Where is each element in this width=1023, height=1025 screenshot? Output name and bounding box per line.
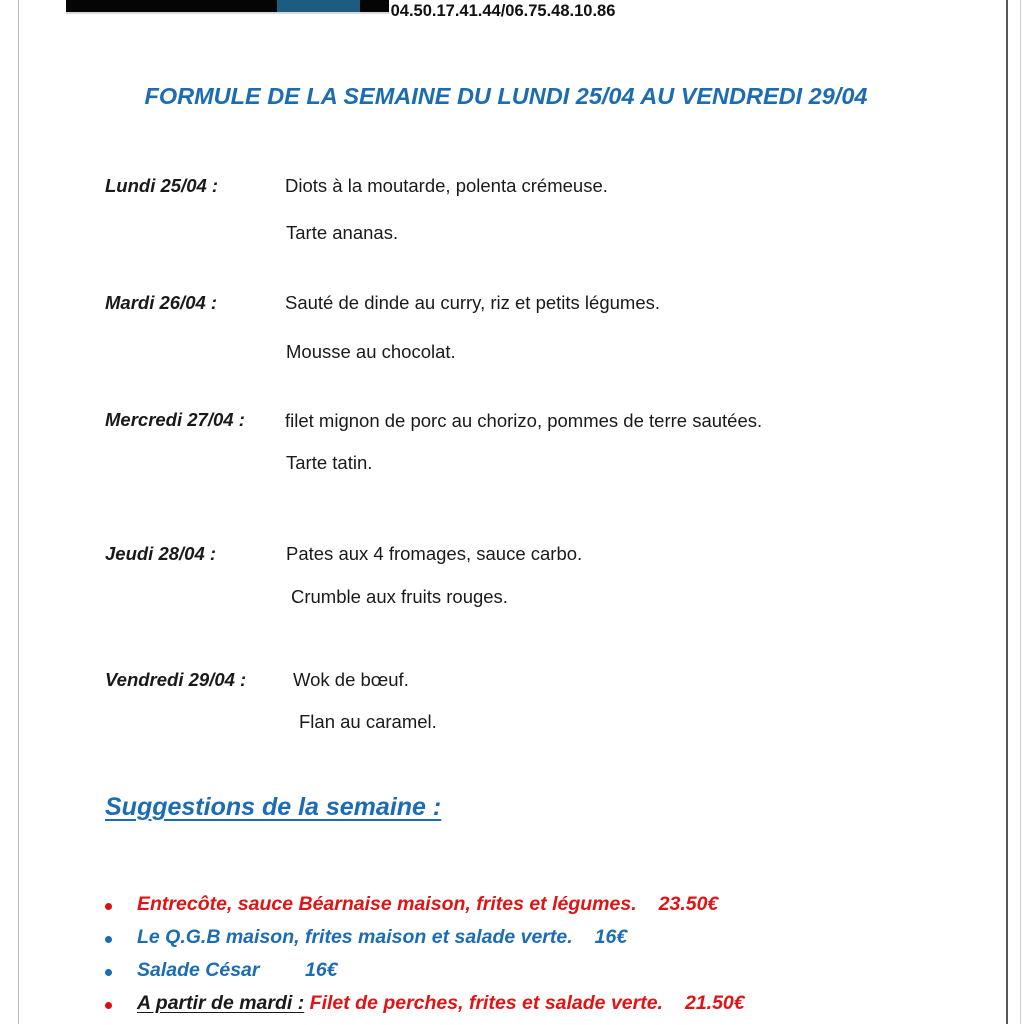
day-main-mardi: Sauté de dinde au curry, riz et petits légumes.	[285, 292, 660, 313]
day-label-jeudi: Jeudi 28/04 :	[105, 543, 217, 564]
day-label-mardi: Mardi 26/04 :	[105, 292, 218, 313]
bullet-icon	[105, 969, 112, 976]
suggestion-item-qgb	[0, 926, 1006, 959]
suggestion-item-entrecote	[0, 893, 1006, 926]
suggestion-availability-prefix: A partir de mardi :	[137, 992, 305, 1014]
bullet-icon	[105, 903, 112, 910]
page-outer-edge-rule	[1020, 0, 1021, 1024]
suggestion-price: 16€	[594, 926, 628, 948]
suggestion-label: Entrecôte, sauce Béarnaise maison, frites et légumes.	[137, 893, 637, 915]
suggestion-item-filet-de-perches	[0, 992, 1006, 1025]
suggestions-list	[0, 893, 1006, 1025]
day-dessert-lundi: Tarte ananas.	[286, 222, 399, 243]
day-dessert-mardi: Mousse au chocolat.	[286, 341, 456, 362]
suggestion-label: Salade César	[137, 959, 260, 981]
suggestion-text	[137, 992, 745, 1015]
day-label-lundi: Lundi 25/04 :	[105, 175, 219, 196]
suggestion-text	[137, 959, 338, 982]
header-phone-number: 04.50.17.41.44/06.75.48.10.86	[390, 2, 616, 20]
page-right-edge-rule	[1006, 0, 1008, 1024]
day-main-jeudi: Pates aux 4 fromages, sauce carbo.	[286, 543, 583, 564]
suggestion-label: Le Q.G.B maison, frites maison et salade verte.	[137, 926, 573, 948]
bullet-icon	[105, 936, 112, 943]
suggestion-price: 21.50€	[684, 992, 745, 1014]
suggestion-price: 16€	[305, 959, 338, 981]
day-label-vendredi: Vendredi 29/04 :	[105, 669, 247, 690]
suggestion-text	[137, 926, 627, 949]
suggestion-label: Filet de perches, frites et salade verte.	[309, 992, 663, 1014]
suggestion-item-salade-cesar	[0, 959, 1006, 992]
suggestion-text	[137, 893, 718, 916]
day-dessert-vendredi: Flan au caramel.	[299, 711, 437, 732]
suggestions-heading: Suggestions de la semaine :	[105, 793, 442, 821]
day-main-mercredi: filet mignon de porc au chorizo, pommes de terre sautées.	[285, 410, 763, 431]
day-label-mercredi: Mercredi 27/04 :	[105, 409, 245, 430]
day-main-vendredi: Wok de bœuf.	[293, 669, 409, 690]
day-dessert-jeudi: Crumble aux fruits rouges.	[291, 586, 508, 607]
bullet-icon	[105, 1002, 112, 1009]
day-main-lundi: Diots à la moutarde, polenta crémeuse.	[285, 175, 608, 196]
day-dessert-mercredi: Tarte tatin.	[286, 452, 373, 473]
page-left-edge-rule	[18, 0, 19, 1024]
formula-title: FORMULE DE LA SEMAINE DU LUNDI 25/04 AU VENDREDI 29/04	[144, 83, 868, 109]
suggestion-price: 23.50€	[658, 893, 719, 915]
